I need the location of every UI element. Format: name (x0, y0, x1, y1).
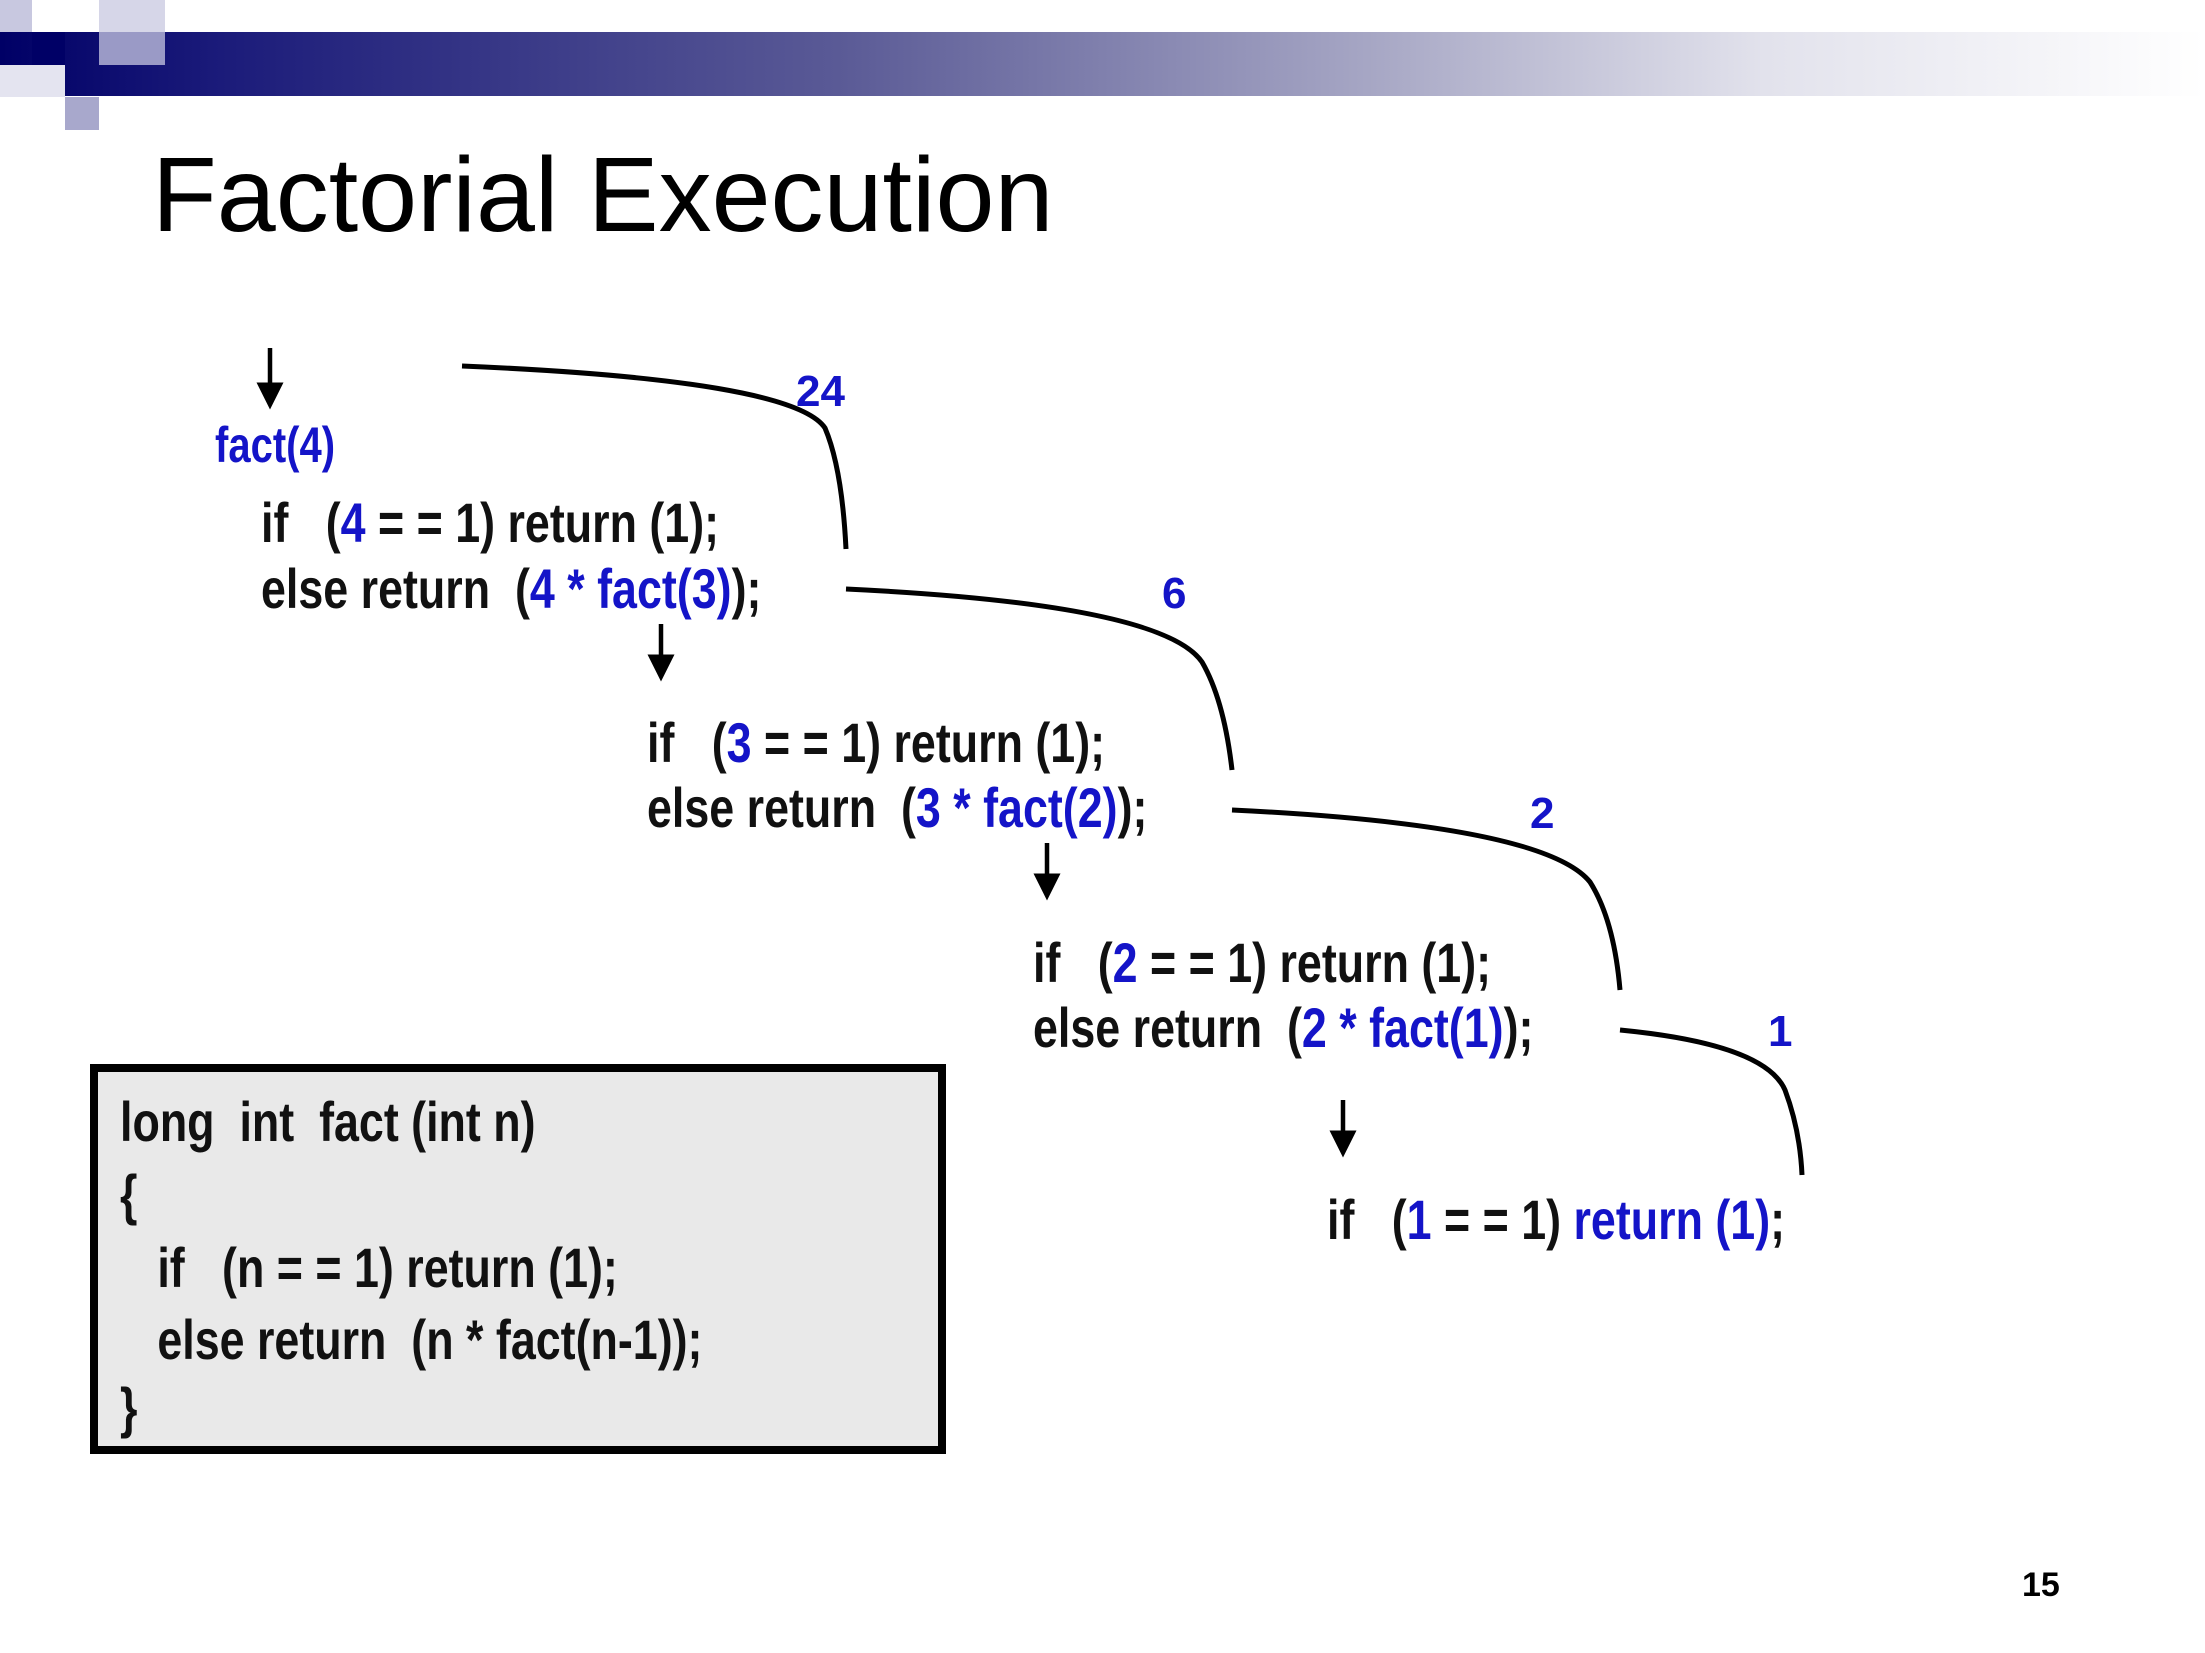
level4-if-line: if (1 = = 1) return (1); (1327, 1188, 1786, 1251)
return-value-6: 6 (1162, 569, 1187, 618)
code-line: { (120, 1163, 138, 1226)
level3-else-line: else return (2 * fact(1)); (1033, 996, 1534, 1059)
return-value-2: 2 (1530, 789, 1555, 838)
function-definition-box (90, 1064, 946, 1454)
level1-else-line: else return (4 * fact(3)); (261, 557, 762, 620)
code-line: long int fact (int n) (120, 1090, 536, 1153)
page-number: 15 (2022, 1566, 2060, 1604)
level3-if-line: if (2 = = 1) return (1); (1033, 931, 1492, 994)
return-value-24: 24 (796, 367, 845, 416)
slide-title: Factorial Execution (152, 136, 1054, 254)
level2-else-line: else return (3 * fact(2)); (647, 776, 1148, 839)
code-line: else return (n * fact(n-1)); (120, 1308, 703, 1371)
return-value-1: 1 (1768, 1007, 1793, 1056)
level2-if-line: if (3 = = 1) return (1); (647, 711, 1106, 774)
code-line: } (120, 1376, 138, 1439)
call-fact-4: fact(4) (215, 417, 336, 473)
code-line: if (n = = 1) return (1); (120, 1236, 618, 1299)
level1-if-line: if (4 = = 1) return (1); (261, 491, 720, 554)
